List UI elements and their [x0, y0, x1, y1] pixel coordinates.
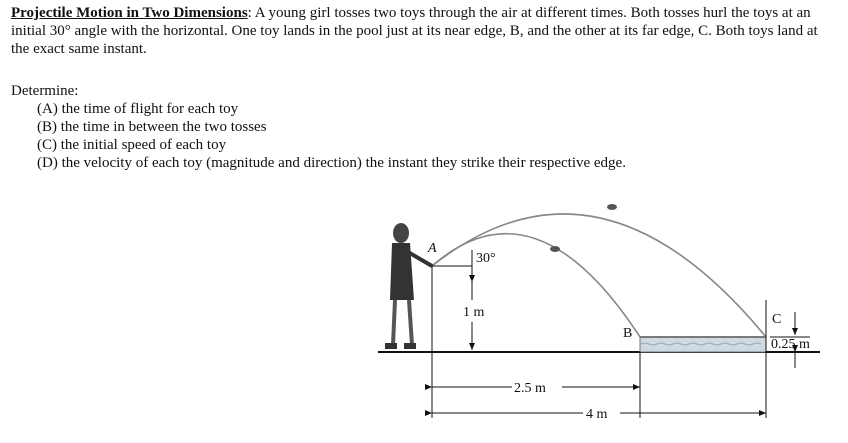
label-b: B [623, 326, 633, 341]
trajectory-b [432, 234, 640, 337]
question-c: (C) the initial speed of each toy [37, 137, 227, 153]
toy-icon [607, 204, 617, 210]
problem-text: : A young girl tosses two toys through the air at different times. Both tosses hurl the toys at an initial 30° angle with the horizontal. One toy lands in the pool just at its near edge, B, and the other at its far edge, C. Both toys land at the exact same instant. [11, 5, 818, 57]
toy-icon [550, 246, 560, 252]
label-far-distance: 4 m [586, 407, 608, 422]
problem-title: Projectile Motion in Two Dimensions [11, 5, 248, 21]
label-depth: 0.25 m [771, 337, 810, 352]
label-a: A [428, 241, 437, 256]
label-c: C [772, 312, 782, 327]
question-d: (D) the velocity of each toy (magnitude and direction) the instant they strike their respective edge. [37, 155, 626, 171]
question-a: (A) the time of flight for each toy [37, 101, 239, 117]
determine-heading: Determine: [11, 83, 79, 99]
girl-icon [385, 223, 432, 349]
label-height: 1 m [463, 305, 485, 320]
label-near-distance: 2.5 m [514, 381, 546, 396]
question-b: (B) the time in between the two tosses [37, 119, 267, 135]
label-angle: 30° [476, 251, 496, 266]
pool [640, 337, 766, 352]
